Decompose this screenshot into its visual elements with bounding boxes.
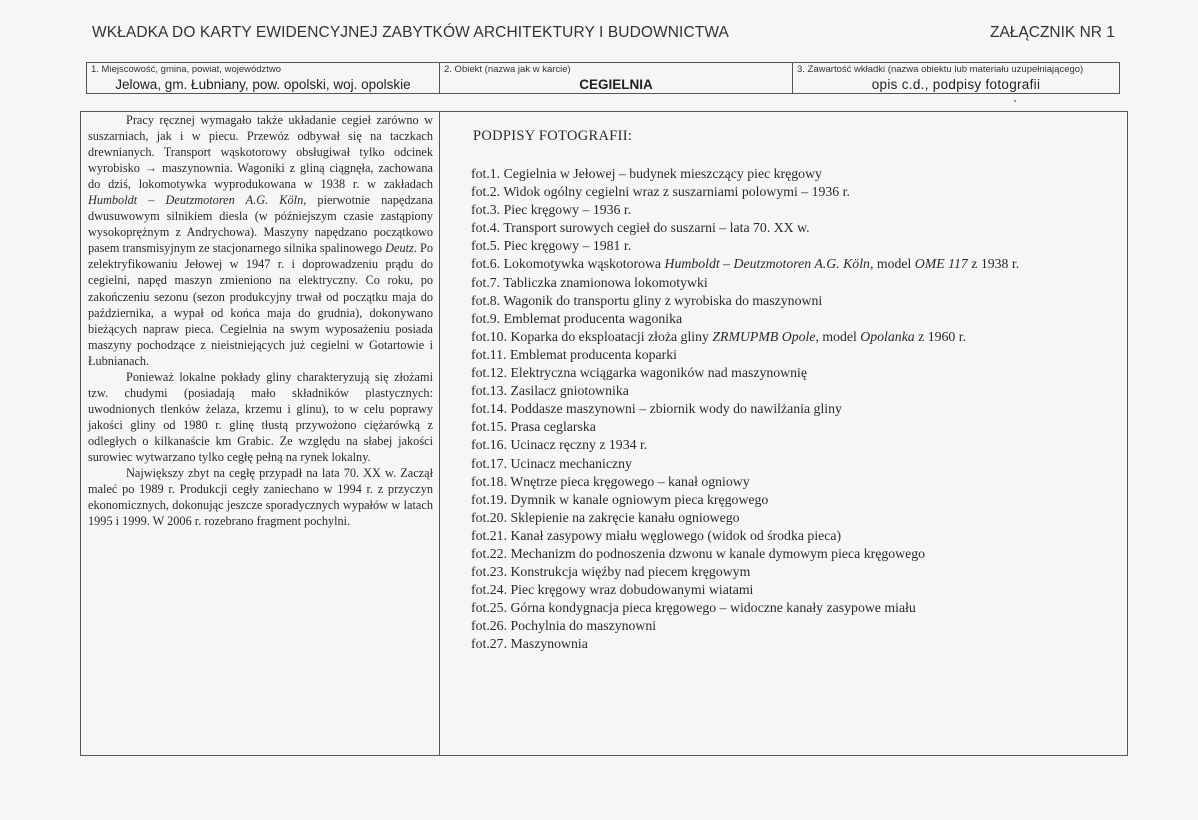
caption-item: fot.10. Koparka do eksploatacji złoża gliny ZRMUPMB Opole, model Opolanka z 1960 r. — [471, 328, 967, 344]
field-contents-value: opis c.d., podpisy fotografii — [871, 77, 1041, 92]
caption-item: fot.26. Pochylnia do maszynowni — [471, 618, 657, 634]
caption-item: fot.1. Cegielnia w Jełowej – budynek mieszczący piec kręgowy — [471, 166, 822, 181]
caption-item: fot.15. Prasa ceglarska — [471, 419, 596, 435]
caption-item: fot.4. Transport surowych cegieł do suszarni – lata 70. XX w. — [471, 220, 810, 236]
caption-item: fot.2. Widok ogólny cegielni wraz z suszarniami polowymi – 1936 r. — [471, 184, 850, 200]
document-title: WKŁADKA DO KARTY EWIDENCYJNEJ ZABYTKÓW ARCHITEKTURY I BUDOWNICTWA — [92, 24, 729, 41]
caption-item: fot.12. Elektryczna wciągarka wagoników nad maszynownię — [471, 365, 807, 381]
caption-item: fot.24. Piec kręgowy wraz dobudowanymi wiatami — [471, 582, 754, 598]
field-contents-label: 3. Zawartość wkładki (nazwa obiektu lub materiału uzupełniającego) — [797, 64, 1084, 75]
description-paragraph-3: Największy zbyt na cegłę przypadł na lata 70. XX w. Zaczął maleć po 1989 r. Produkcji cegły zaniechano w 1994 r. z przyczyn ekonomicznych, dokonując jeszcze sporadycznych wypałów w latach 1995 i 1999. W 2006 r. rozebrano fragment pochylni. — [88, 466, 433, 529]
caption-item: fot.11. Emblemat producenta koparki — [471, 346, 677, 362]
captions-title: PODPISY FOTOGRAFII: — [473, 128, 633, 144]
caption-item: fot.8. Wagonik do transportu gliny z wyrobiska do maszynowni — [471, 292, 823, 308]
caption-item: fot.5. Piec kręgowy – 1981 r. — [471, 238, 632, 254]
field-object-value: CEGIELNIA — [579, 77, 653, 92]
caption-item: fot.13. Zasilacz gniotownika — [471, 383, 629, 399]
field-location — [86, 62, 440, 94]
caption-item: fot.19. Dymnik w kanale ogniowym pieca kręgowego — [471, 491, 769, 507]
field-contents — [792, 62, 1120, 94]
attachment-number: ZAŁĄCZNIK NR 1 — [990, 24, 1115, 41]
caption-item: fot.23. Konstrukcja więźby nad piecem kręgowym — [471, 564, 751, 580]
caption-item: fot.3. Piec kręgowy – 1936 r. — [471, 202, 632, 218]
caption-item: fot.21. Kanał zasypowy miału węglowego (widok od środka pieca) — [471, 527, 842, 543]
caption-item: fot.22. Mechanizm do podnoszenia dzwonu w kanale dymowym pieca kręgowego — [471, 545, 926, 561]
caption-item: fot.14. Poddasze maszynowni – zbiornik wody do nawilżania gliny — [471, 401, 842, 417]
caption-item: fot.16. Ucinacz ręczny z 1934 r. — [471, 437, 648, 453]
caption-item: fot.25. Górna kondygnacja pieca kręgowego – widoczne kanały zasypowe miału — [471, 600, 916, 616]
captions-list — [471, 165, 1019, 654]
field-object — [439, 62, 793, 94]
description-paragraph-1: Pracy ręcznej wymagało także układanie cegieł zarówno w suszarniach, jak i w piecu. Przewóz odbywał się na taczkach drewnianych. Transport wąskotorowy obsługiwał tylko odcinek wyrobisko → maszynownia. Wagoniki z gliną ciągnęła, zachowana do dziś, lokomotywka wyprodukowana w 1938 r. w zakładach Humboldt – Deutzmotoren A.G. Köln, pierwotnie napędzana dwusuwowym silnikiem diesla (w późniejszym czasie zastąpiony wysokoprężnym z Andrychowa). Maszyny napędzano początkowo pasem transmisyjnym ze stacjonarnego silnika spalinowego Deutz. Po zelektryfikowaniu Jełowej w 1947 r. i doprowadzeniu prądu do cegielni, napęd maszyn zmieniono na elektryczny. Co roku, po zakończeniu sezonu (sezon produkcyjny trwał od początku maja do października, a wypał od końca maja do grudnia), dokonywano bieżących napraw pieca. Cegielnia na swym wyposażeniu posiada maszyny pochodzące z nieistniejących już cegielni w Gotartowie i Łubnianach. — [88, 113, 434, 368]
field-location-value: Jelowa, gm. Łubniany, pow. opolski, woj. opolskie — [115, 77, 411, 92]
description-paragraph-2: Ponieważ lokalne pokłady gliny charakteryzują się złożami tzw. chudymi (posiadają mało składników plastycznych: uwodnionych tlenków żelaza, krzemu i glinu), to w celu poprawy jakości gliny od 1980 r. glinę tłustą przywożono ciężarówką z odległych o kilkanaście km Grabic. Ze względu na słabej jakości surowiec wytwarzano tylko cegłę pełną na rynek lokalny. — [88, 369, 433, 464]
caption-item: fot.9. Emblemat producenta wagonika — [471, 310, 683, 326]
field-location-label: 1. Miejscowość, gmina, powiat, województwo — [91, 64, 282, 75]
caption-item: fot.27. Maszynownia — [471, 636, 588, 652]
caption-item: fot.20. Sklepienie na zakręcie kanału ogniowego — [471, 509, 740, 525]
description-text — [88, 112, 433, 529]
caption-item: fot.7. Tabliczka znamionowa lokomotywki — [471, 274, 708, 290]
scan-speck — [1014, 100, 1016, 102]
caption-item: fot.17. Ucinacz mechaniczny — [471, 455, 632, 471]
caption-item: fot.6. Lokomotywka wąskotorowa Humboldt – Deutzmotoren A.G. Köln, model OME 117 z 1938 r. — [471, 256, 1020, 272]
caption-item: fot.18. Wnętrze pieca kręgowego – kanał ogniowy — [471, 473, 750, 489]
field-object-label: 2. Obiekt (nazwa jak w karcie) — [444, 64, 571, 75]
